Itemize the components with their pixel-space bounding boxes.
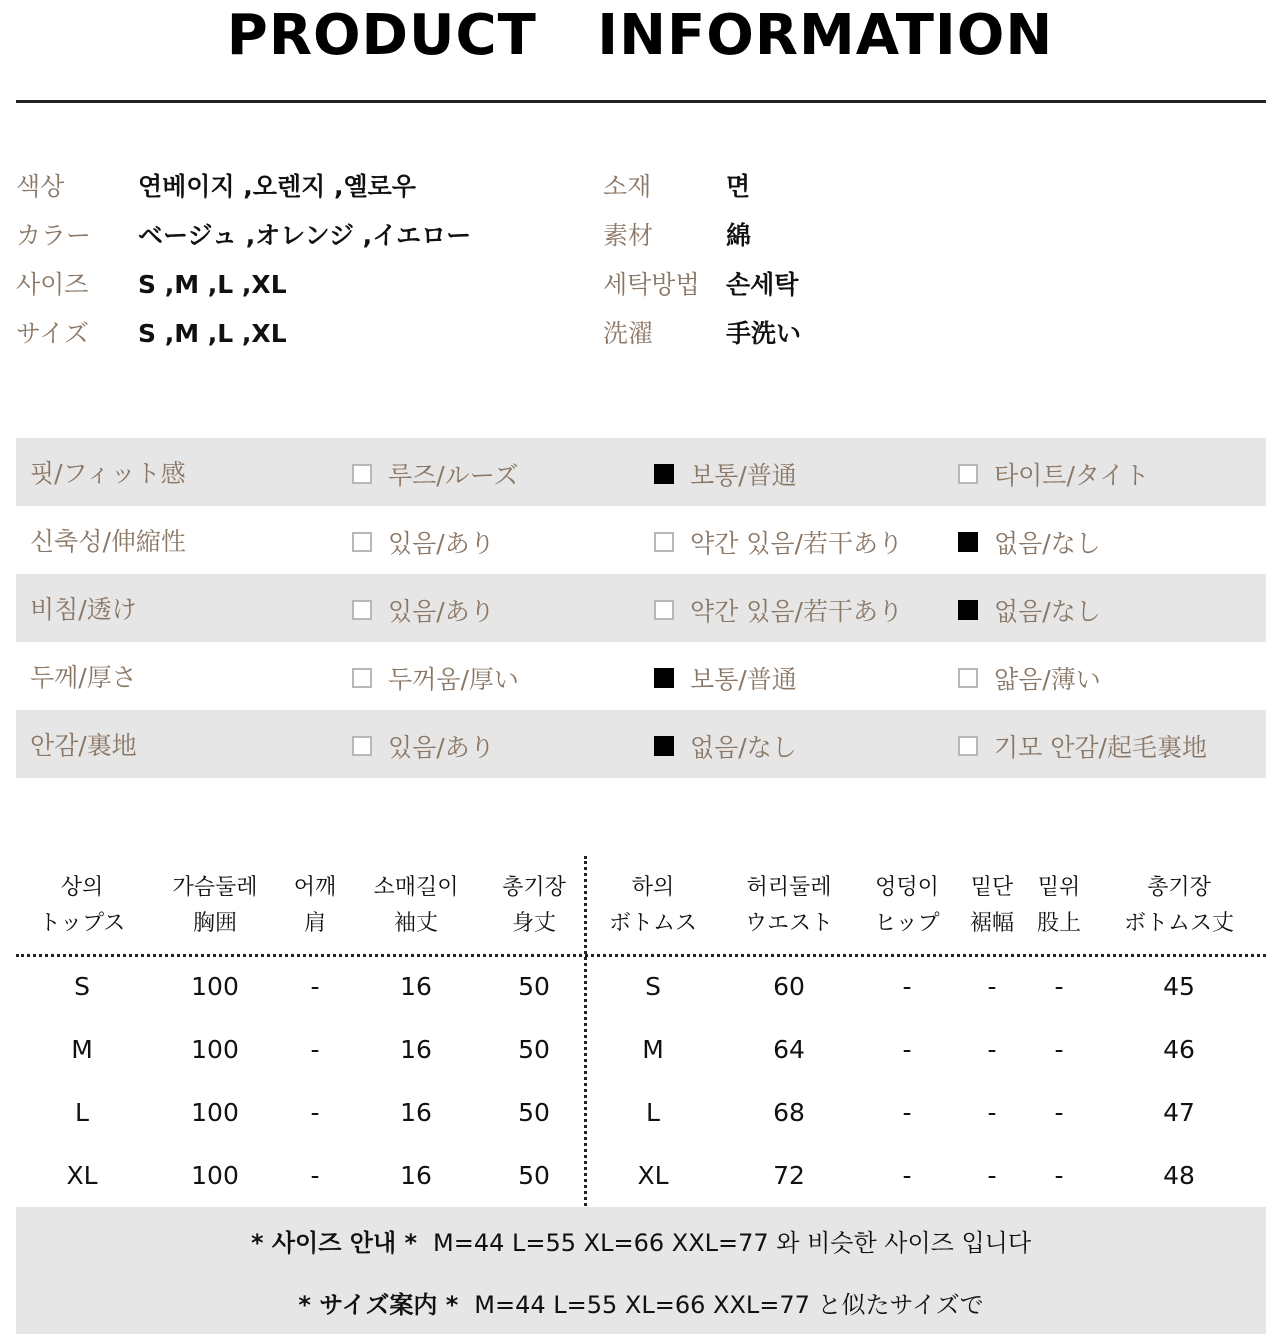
- size-cell: 64: [773, 1035, 805, 1064]
- spec-label: カラー: [16, 221, 92, 250]
- option-text: 있음/あり: [388, 597, 495, 626]
- spec-value: 면: [726, 172, 751, 201]
- size-cell: -: [902, 1035, 912, 1064]
- size-header-korean: 상의: [60, 875, 104, 900]
- attribute-option: [654, 456, 797, 492]
- size-guide-text: M=44 L=55 XL=66 XXL=77 と似たサイズで: [474, 1291, 984, 1319]
- size-header-japanese: 胸囲: [192, 911, 238, 936]
- size-cell: -: [1054, 972, 1064, 1001]
- size-cell: XL: [66, 1161, 98, 1190]
- option-text: 약간 있음/若干あり: [690, 597, 903, 626]
- spec-value: ベージュ ,オレンジ ,イエロー: [138, 221, 472, 250]
- spec-label: 색상: [16, 172, 65, 201]
- column-divider: [584, 856, 587, 1206]
- size-header-japanese: トップス: [38, 911, 126, 936]
- attribute-option: [958, 524, 1101, 560]
- checked-box-icon: [958, 600, 978, 620]
- size-cell: S: [74, 972, 90, 1001]
- spec-label: 사이즈: [16, 270, 89, 299]
- empty-box-icon: [352, 668, 372, 688]
- spec-value: 手洗い: [726, 319, 802, 348]
- spec-label: 소재: [603, 172, 652, 201]
- size-cell: 50: [518, 1098, 550, 1127]
- size-cell: -: [902, 1161, 912, 1190]
- size-header-japanese: 袖丈: [393, 911, 439, 936]
- size-cell: 47: [1163, 1098, 1195, 1127]
- attribute-option: [352, 524, 495, 560]
- checked-box-icon: [654, 668, 674, 688]
- size-header-japanese: ボトムス: [608, 911, 698, 936]
- size-cell: 100: [191, 1035, 239, 1064]
- size-header: [39, 870, 125, 942]
- size-header: [373, 870, 458, 942]
- size-cell: 46: [1163, 1035, 1195, 1064]
- attribute-row: [16, 642, 1266, 710]
- size-cell: -: [902, 1098, 912, 1127]
- size-guide-label: * 사이즈 안내 *: [250, 1229, 418, 1257]
- option-text: 두꺼움/厚い: [388, 665, 519, 694]
- size-cell: -: [987, 972, 997, 1001]
- size-cell: 48: [1163, 1161, 1195, 1190]
- size-cell: -: [902, 972, 912, 1001]
- size-cell: L: [75, 1098, 89, 1127]
- size-cell: -: [1054, 1098, 1064, 1127]
- size-cell: 45: [1163, 972, 1195, 1001]
- size-header-japanese: ウエスト: [744, 911, 834, 936]
- option-text: 기모 안감/起毛裏地: [994, 733, 1207, 762]
- attribute-option: [958, 456, 1149, 492]
- size-cell: 16: [400, 972, 432, 1001]
- attribute-option: [958, 592, 1101, 628]
- option-text: 없음/なし: [994, 597, 1101, 626]
- attribute-option: [654, 660, 797, 696]
- header-divider: [16, 954, 1266, 957]
- size-cell: L: [646, 1098, 660, 1127]
- size-cell: 50: [518, 1161, 550, 1190]
- option-text: 없음/なし: [994, 529, 1101, 558]
- size-header-korean: 하의: [631, 875, 675, 900]
- size-header: [502, 870, 566, 942]
- empty-box-icon: [654, 600, 674, 620]
- attribute-row: [16, 438, 1266, 506]
- size-cell: -: [1054, 1161, 1064, 1190]
- size-header-korean: 허리둘레: [746, 875, 832, 900]
- attribute-option: [352, 456, 518, 492]
- size-cell: 16: [400, 1098, 432, 1127]
- attribute-option: [352, 592, 495, 628]
- size-cell: 50: [518, 1035, 550, 1064]
- attribute-option: [654, 728, 797, 764]
- spec-value: 손세탁: [726, 270, 799, 299]
- option-text: 루즈/ルーズ: [388, 461, 519, 490]
- spec-label: 素材: [603, 221, 654, 250]
- size-cell: -: [310, 1035, 320, 1064]
- option-text: 약간 있음/若干あり: [690, 529, 903, 558]
- size-header: [172, 870, 257, 942]
- attribute-option: [958, 660, 1101, 696]
- size-cell: 100: [191, 1161, 239, 1190]
- size-cell: -: [1054, 1035, 1064, 1064]
- empty-box-icon: [352, 532, 372, 552]
- checked-box-icon: [654, 736, 674, 756]
- size-header-japanese: 股上: [1036, 911, 1082, 936]
- spec-value: S ,M ,L ,XL: [138, 270, 287, 299]
- size-cell: 100: [191, 972, 239, 1001]
- size-cell: XL: [637, 1161, 669, 1190]
- size-header-korean: 총기장: [1147, 875, 1211, 900]
- size-cell: 72: [773, 1161, 805, 1190]
- size-cell: 60: [773, 972, 805, 1001]
- size-guide-text: M=44 L=55 XL=66 XXL=77 와 비슷한 사이즈 입니다: [433, 1229, 1032, 1257]
- option-text: 있음/あり: [388, 733, 495, 762]
- attribute-option: [958, 728, 1207, 764]
- attributes-table: [16, 438, 1266, 778]
- size-cell: -: [987, 1161, 997, 1190]
- size-header-korean: 가슴둘레: [172, 875, 258, 900]
- size-cell: S: [645, 972, 661, 1001]
- size-header-japanese: 肩: [303, 911, 327, 936]
- attribute-label: 안감/裏地: [30, 731, 137, 760]
- attribute-row: [16, 710, 1266, 778]
- option-text: 얇음/薄い: [994, 665, 1101, 694]
- size-cell: -: [987, 1035, 997, 1064]
- size-header: [609, 870, 697, 942]
- attribute-label: 핏/フィット感: [30, 459, 186, 488]
- size-header-korean: 밑위: [1037, 875, 1081, 900]
- empty-box-icon: [352, 736, 372, 756]
- spec-value: 연베이지 ,오렌지 ,옐로우: [138, 172, 416, 201]
- size-cell: 100: [191, 1098, 239, 1127]
- attribute-option: [654, 524, 903, 560]
- size-cell: 16: [400, 1035, 432, 1064]
- attribute-row: [16, 506, 1266, 574]
- size-header-japanese: 裾幅: [969, 911, 1015, 936]
- spec-value: S ,M ,L ,XL: [138, 319, 287, 348]
- size-cell: 16: [400, 1161, 432, 1190]
- checked-box-icon: [654, 464, 674, 484]
- size-header-korean: 어깨: [293, 875, 337, 900]
- spec-label: 세탁방법: [603, 270, 700, 299]
- size-header-korean: 소매길이: [373, 875, 459, 900]
- size-cell: M: [71, 1035, 93, 1064]
- size-header: [1037, 870, 1081, 942]
- attribute-option: [654, 592, 903, 628]
- size-header: [970, 870, 1014, 942]
- spec-value: 綿: [726, 221, 752, 250]
- size-guide-label: * サイズ案内 *: [298, 1291, 459, 1319]
- attribute-label: 신축성/伸縮性: [30, 527, 186, 556]
- attribute-label: 비침/透け: [30, 595, 137, 624]
- title-divider: [16, 100, 1266, 103]
- size-header-japanese: 身丈: [511, 911, 557, 936]
- option-text: 보통/普通: [690, 461, 797, 490]
- size-header-japanese: ボトムス丈: [1123, 911, 1235, 936]
- size-header: [874, 870, 939, 942]
- size-header: [1124, 870, 1234, 942]
- size-header-korean: 엉덩이: [875, 875, 939, 900]
- option-text: 있음/あり: [388, 529, 495, 558]
- size-guide-japanese: [16, 1285, 1266, 1320]
- size-cell: 50: [518, 972, 550, 1001]
- empty-box-icon: [654, 532, 674, 552]
- option-text: 없음/なし: [690, 733, 797, 762]
- size-header-korean: 총기장: [502, 875, 566, 900]
- empty-box-icon: [352, 600, 372, 620]
- size-guide-box: [16, 1207, 1266, 1334]
- checked-box-icon: [958, 532, 978, 552]
- size-cell: -: [310, 972, 320, 1001]
- attribute-row: [16, 574, 1266, 642]
- size-cell: -: [987, 1098, 997, 1127]
- size-cell: -: [310, 1098, 320, 1127]
- size-cell: M: [642, 1035, 664, 1064]
- empty-box-icon: [958, 464, 978, 484]
- empty-box-icon: [958, 668, 978, 688]
- size-header-japanese: ヒップ: [874, 911, 940, 936]
- attribute-option: [352, 728, 495, 764]
- spec-label: 洗濯: [603, 319, 654, 348]
- size-cell: 68: [773, 1098, 805, 1127]
- empty-box-icon: [958, 736, 978, 756]
- attribute-label: 두께/厚さ: [30, 663, 137, 692]
- empty-box-icon: [352, 464, 372, 484]
- option-text: 타이트/タイト: [994, 461, 1150, 490]
- option-text: 보통/普通: [690, 665, 797, 694]
- size-header: [294, 870, 337, 942]
- size-guide-korean: [16, 1223, 1266, 1258]
- size-header-korean: 밑단: [970, 875, 1014, 900]
- page-title: PRODUCT INFORMATION: [226, 3, 1054, 68]
- size-header: [745, 870, 833, 942]
- spec-label: サイズ: [16, 319, 90, 348]
- attribute-option: [352, 660, 519, 696]
- size-cell: -: [310, 1161, 320, 1190]
